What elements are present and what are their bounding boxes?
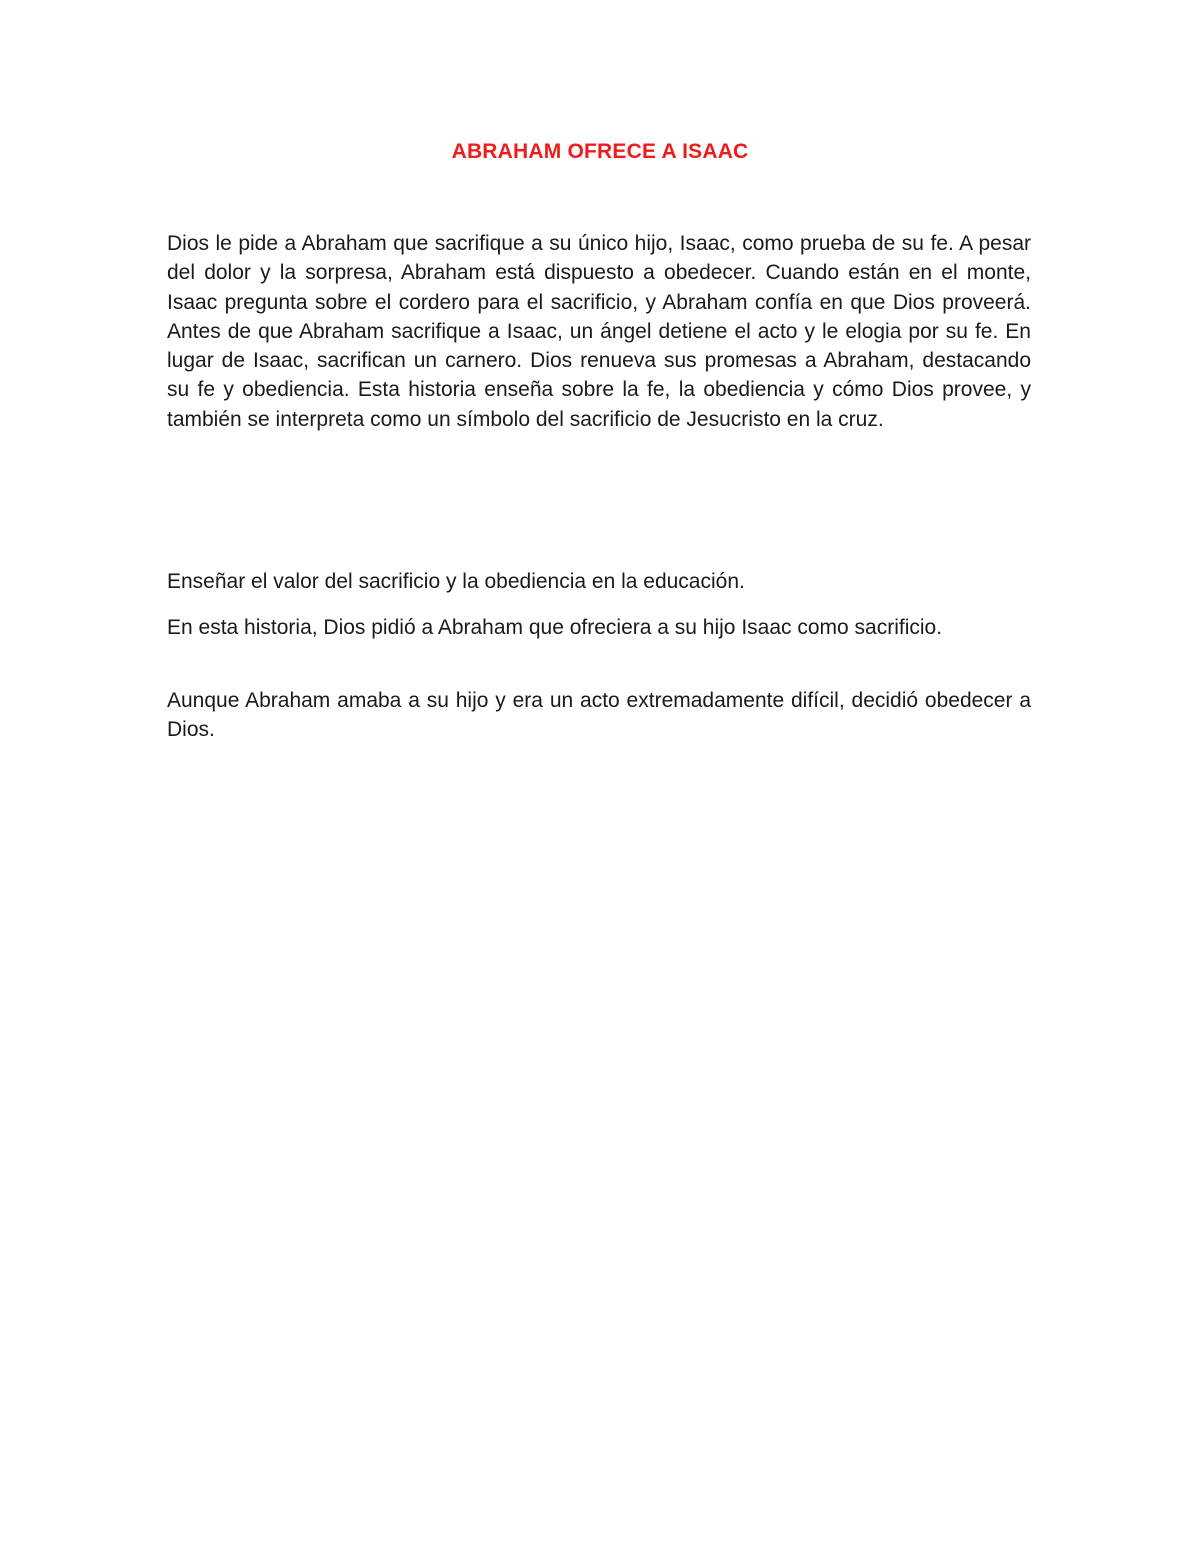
obedience-paragraph: Aunque Abraham amaba a su hijo y era un acto extremadamente difícil, decidió obedecer a Dios. xyxy=(167,689,1031,742)
document-title: ABRAHAM OFRECE A ISAAC xyxy=(451,140,749,163)
lesson-paragraph: Enseñar el valor del sacrificio y la obediencia en la educación. xyxy=(167,570,745,593)
summary-paragraph: Dios le pide a Abraham que sacrifique a su único hijo, Isaac, como prueba de su fe. A pesar del dolor y la sorpresa, Abraham está dispuesto a obedecer. Cuando están en el monte, Isaac pregunta sobre el cordero para el sacrificio, y Abraham confía en que Dios proveerá. Antes de que Abraham sacrifique a Isaac, un ángel detiene el acto y le elogia por su fe. En lugar de Isaac, sacrifican un carnero. Dios renueva sus promesas a Abraham, destacando su fe y obediencia. Esta historia enseña sobre la fe, la obediencia y cómo Dios provee, y también se interpreta como un símbolo del sacrificio de Jesucristo en la cruz. xyxy=(167,232,1031,431)
story-paragraph: En esta historia, Dios pidió a Abraham que ofreciera a su hijo Isaac como sacrificio. xyxy=(167,616,943,639)
